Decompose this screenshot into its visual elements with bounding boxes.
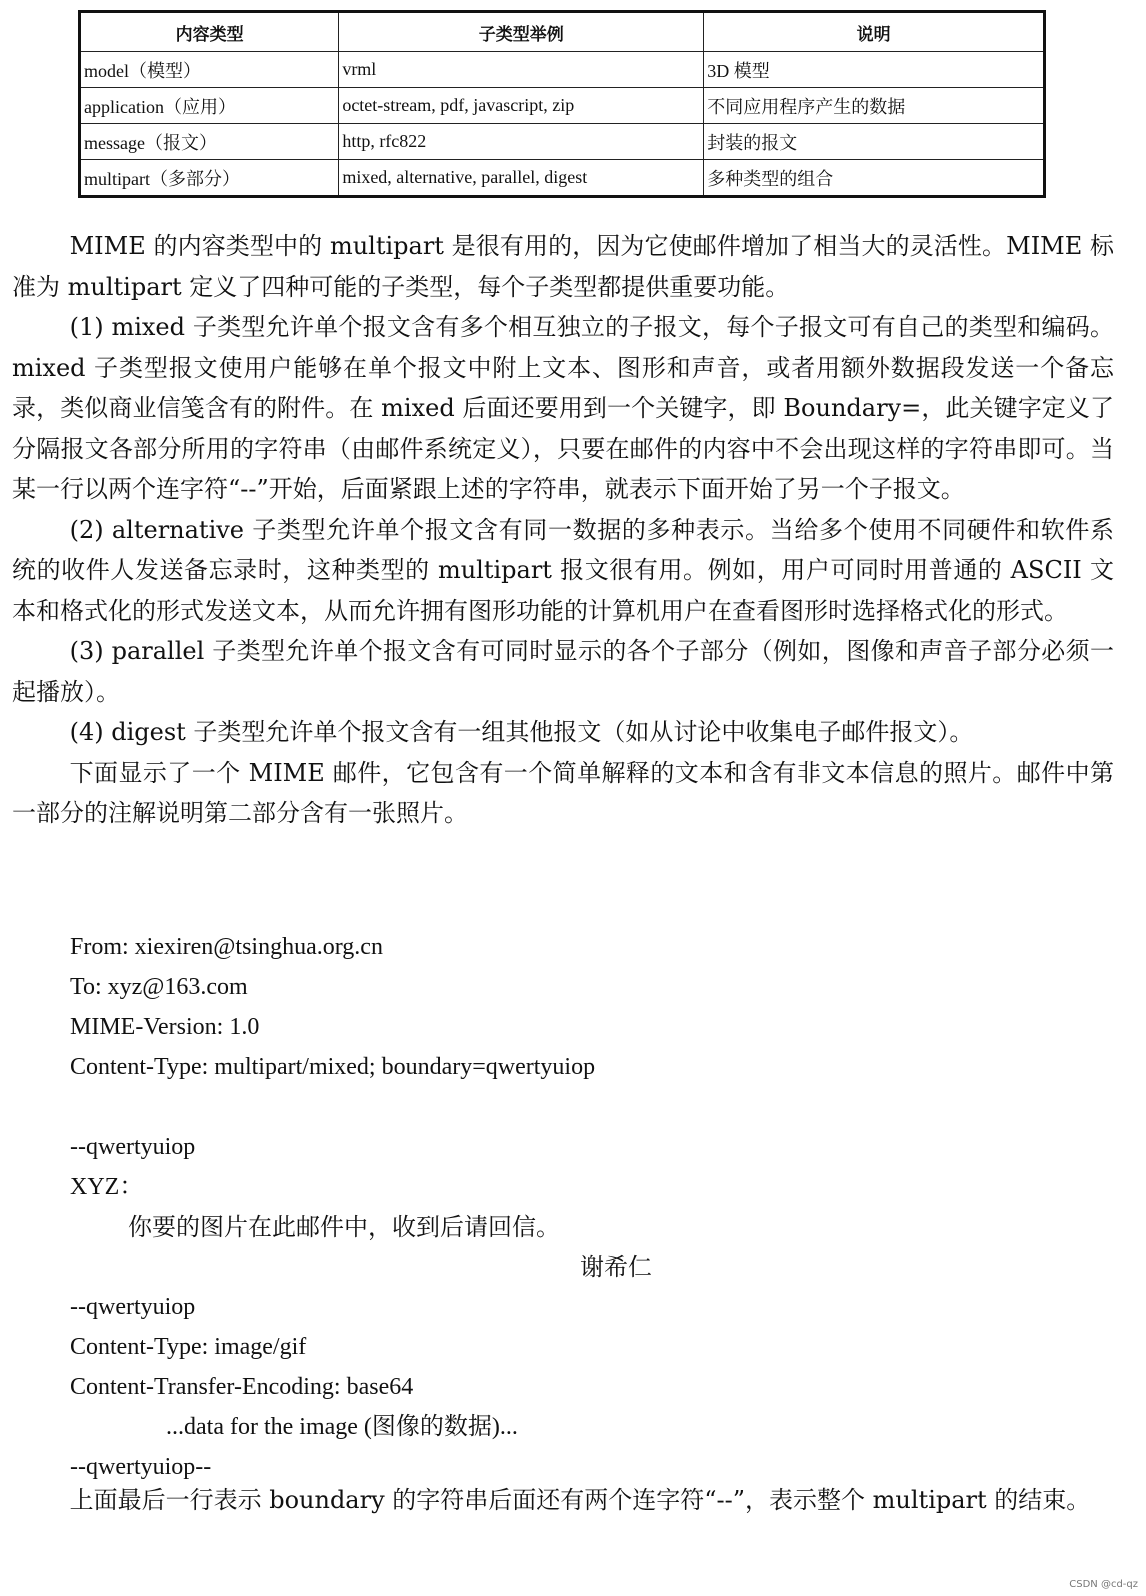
paragraph-intro: MIME 的内容类型中的 multipart 是很有用的，因为它使邮件增加了相当大的灵活性。MIME 标准为 multipart 定义了四种可能的子类型，每个子类型都提供重要功能。: [12, 232, 1114, 301]
table-header-cell: 说明: [704, 12, 1045, 52]
table-row: [80, 52, 1045, 88]
paragraph-parallel: (3) parallel 子类型允许单个报文含有可同时显示的各个子部分（例如，图像和声音子部分必须一起播放）。: [12, 637, 1114, 706]
table-cell: 封装的报文: [704, 124, 1045, 160]
email-signature: 谢希仁: [580, 1253, 652, 1281]
email-mime-version: MIME-Version: 1.0: [70, 1014, 260, 1040]
table-cell: 3D 模型: [704, 52, 1045, 88]
mime-content-type-table: [78, 10, 1046, 198]
email-transfer-encoding: Content-Transfer-Encoding: base64: [70, 1374, 414, 1400]
paragraph-alternative: (2) alternative 子类型允许单个报文含有同一数据的多种表示。当给多个使用不同硬件和软件系统的收件人发送备忘录时，这种类型的 multipart 报文很有用。例如，用户可同时用普通的 ASCII 文本和格式化的形式发送文本，从而允许拥有图形功能的计算机用户在查看图形时选择格式化的形式。: [12, 515, 1114, 625]
table-cell: model（模型）: [80, 52, 339, 88]
table-row: [80, 160, 1045, 197]
table-cell: application（应用）: [80, 88, 339, 124]
email-from: From: xiexiren@tsinghua.org.cn: [70, 934, 383, 960]
email-to: To: xyz@163.com: [70, 974, 248, 1000]
email-boundary: --qwertyuiop: [70, 1294, 196, 1320]
table-cell: mixed, alternative, parallel, digest: [339, 160, 704, 197]
email-boundary: --qwertyuiop: [70, 1134, 196, 1160]
table-header-cell: 子类型举例: [339, 12, 704, 52]
email-message: 你要的图片在此邮件中，收到后请回信。: [128, 1213, 560, 1241]
table-cell: message（报文）: [80, 124, 339, 160]
table-row: [80, 124, 1045, 160]
paragraph-closing: 上面最后一行表示 boundary 的字符串后面还有两个连字符“--”，表示整个 multipart 的结束。: [69, 1486, 1091, 1514]
body-text: [12, 226, 1114, 834]
email-example: [70, 927, 1070, 1487]
table-cell: octet-stream, pdf, javascript, zip: [339, 88, 704, 124]
email-greeting: XYZ：: [70, 1174, 144, 1200]
table-cell: vrml: [339, 52, 704, 88]
table-row: [80, 88, 1045, 124]
table-header-cell: 内容类型: [80, 12, 339, 52]
watermark: CSDN @cd-qz: [1069, 1579, 1138, 1590]
email-boundary-end: --qwertyuiop--: [70, 1454, 212, 1480]
email-image-data: ...data for the image (图像的数据)...: [166, 1414, 518, 1440]
paragraph-mixed: (1) mixed 子类型允许单个报文含有多个相互独立的子报文，每个子报文可有自己的类型和编码。mixed 子类型报文使用户能够在单个报文中附上文本、图形和声音，或者用额外数据段发送一个备忘录，类似商业信笺含有的附件。在 mixed 后面还要用到一个关键字，即 Boundary=，此关键字定义了分隔报文各部分所用的字符串（由邮件系统定义），只要在邮件的内容中不会出现这样的字符串即可。当某一行以两个连字符“--”开始，后面紧跟上述的字符串，就表示下面开始了另一个子报文。: [12, 313, 1114, 503]
paragraph-digest: (4) digest 子类型允许单个报文含有一组其他报文（如从讨论中收集电子邮件报文）。: [69, 718, 974, 746]
table-header-row: [80, 12, 1045, 52]
table-cell: http, rfc822: [339, 124, 704, 160]
email-content-type-image: Content-Type: image/gif: [70, 1334, 307, 1360]
table-cell: 多种类型的组合: [704, 160, 1045, 197]
paragraph-example-intro: 下面显示了一个 MIME 邮件，它包含有一个简单解释的文本和含有非文本信息的照片。邮件中第一部分的注解说明第二部分含有一张照片。: [12, 758, 1114, 827]
table-cell: 不同应用程序产生的数据: [704, 88, 1045, 124]
blank-line: [70, 1087, 1070, 1127]
closing-text: [12, 1480, 1114, 1520]
email-content-type: Content-Type: multipart/mixed; boundary=qwertyuiop: [70, 1054, 596, 1080]
table-cell: multipart（多部分）: [80, 160, 339, 197]
